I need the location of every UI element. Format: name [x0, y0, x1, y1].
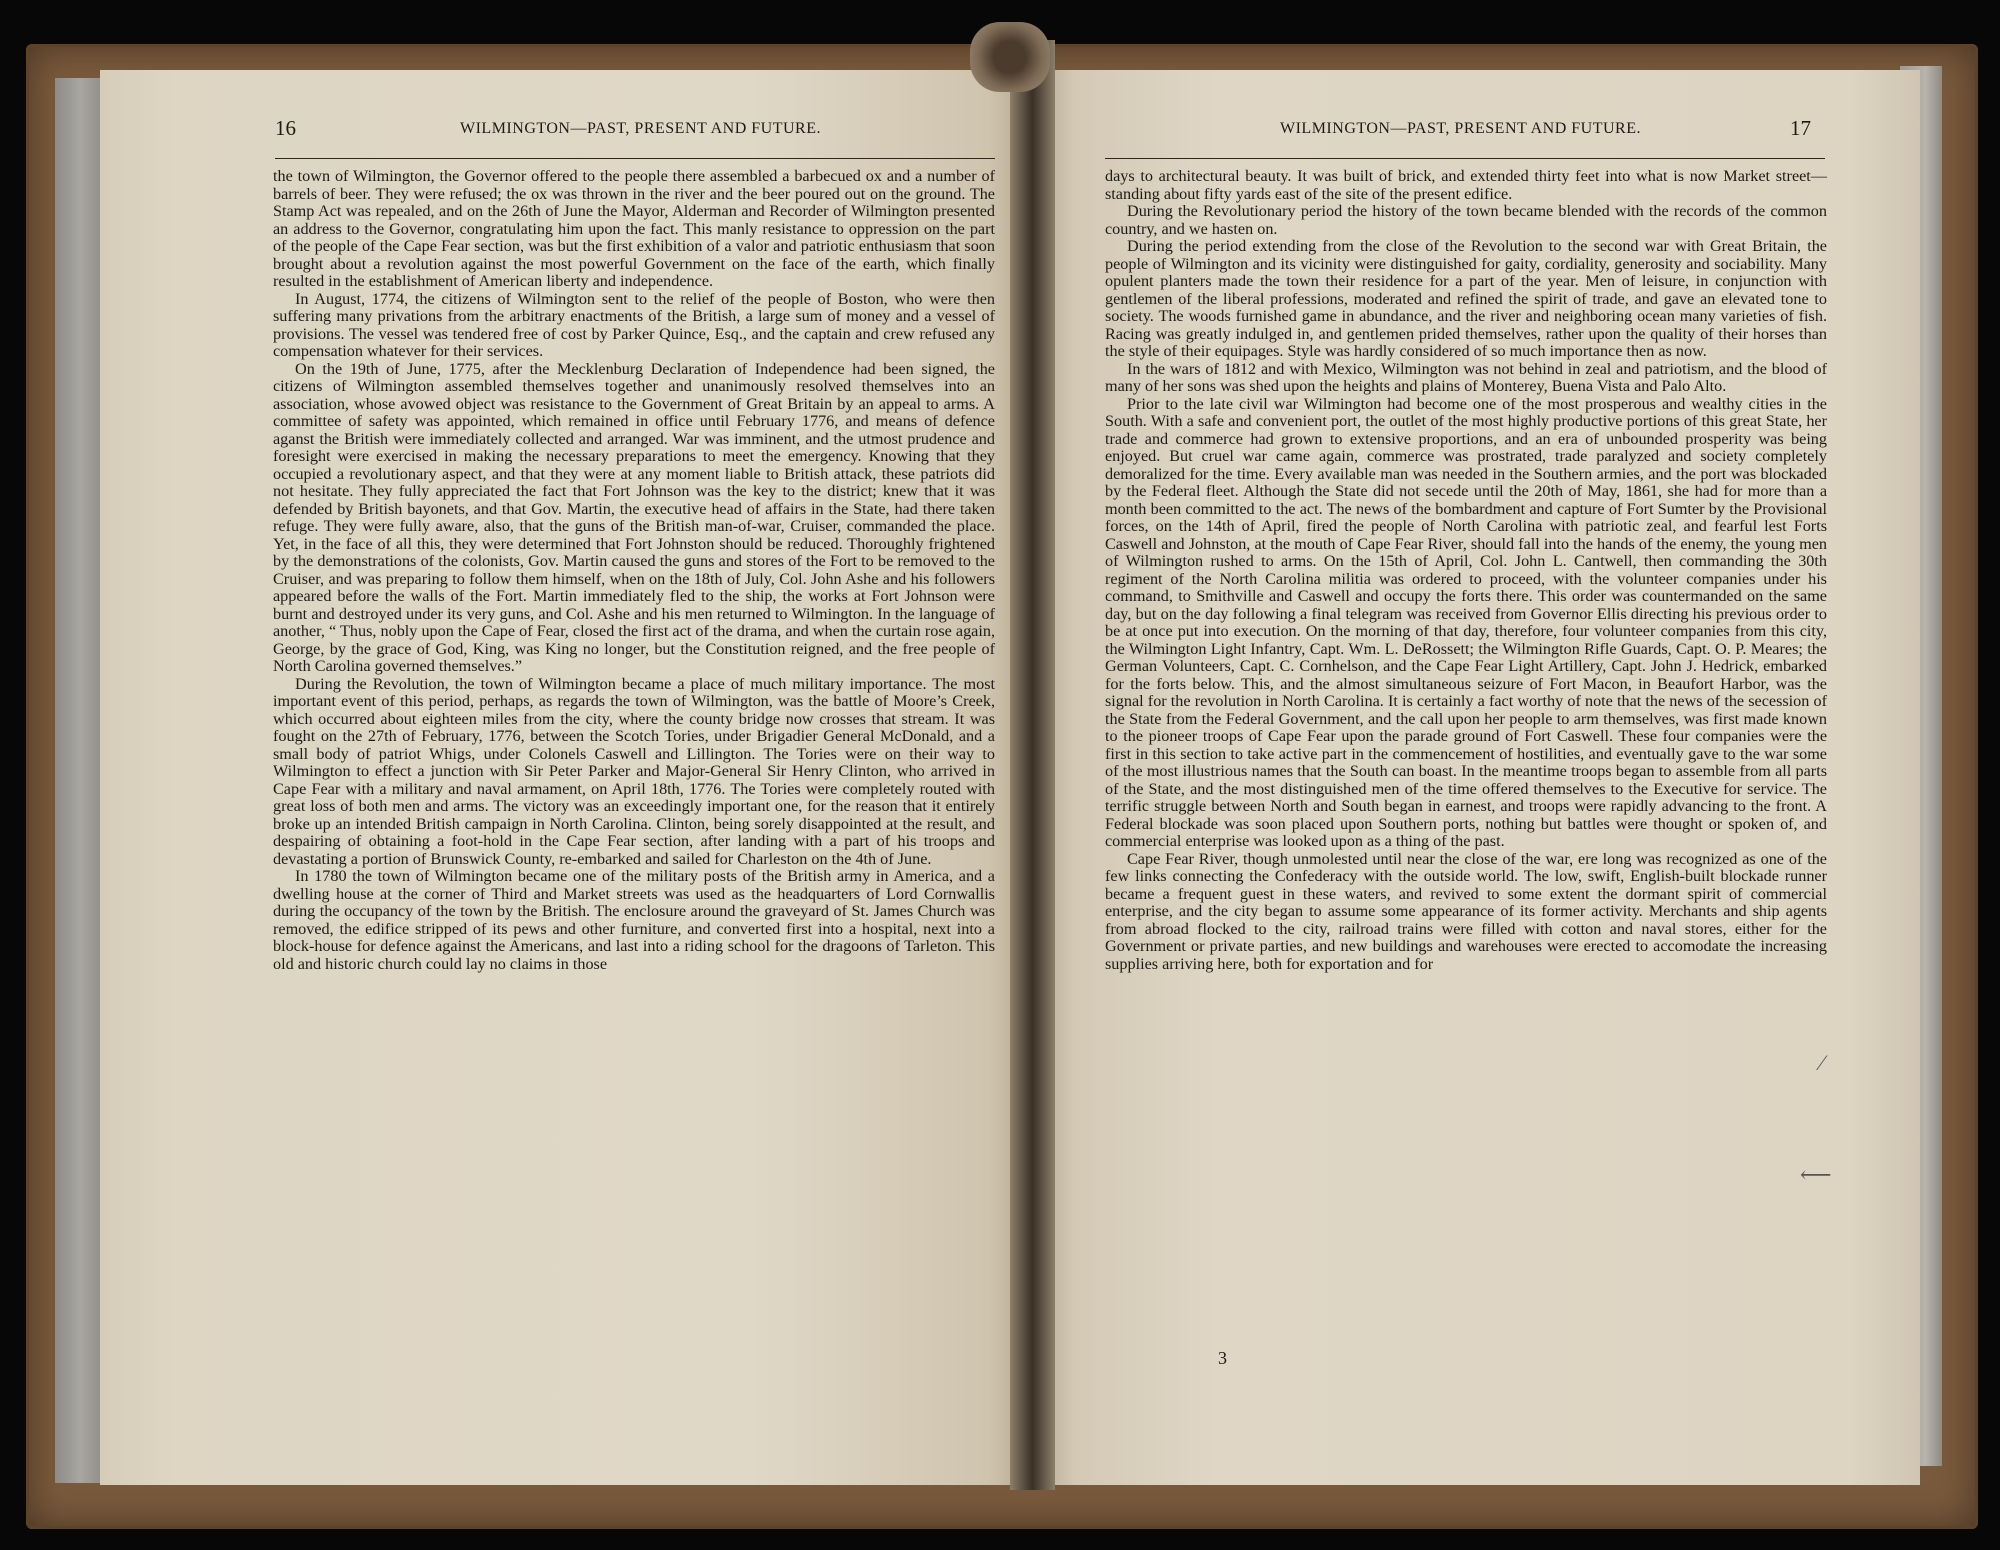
signature-mark: 3: [1218, 1348, 1227, 1368]
right-paragraph: Cape Fear River, though unmolested until near the close of the war, ere long was recognized as one of the few links connecting the Confederacy with the outside world. The low, swift, English-built blockade runner became a frequent guest in these waters, and revived to some extent the dormant spirit of commercial enterprise, and the city began to assume some appearance of its former activity. Merchants and ship agents from abroad flocked to the city, railroad trains were filled with cotton and naval stores, either for the Government or private parties, and new buildings and warehouses were erected to accomodate the increasing supplies arriving here, both for exportation and for: [1105, 849, 1827, 973]
left-running-head: WILMINGTON—PAST, PRESENT AND FUTURE.: [460, 120, 821, 137]
left-paragraph: In 1780 the town of Wilmington became one of the military posts of the British army in America, and a dwelling house at the corner of Third and Market streets was used as the headquarters of Lord Cornwallis during the occupancy of the town by the British. The enclosure around the graveyard of St. James Church was removed, the edifice stripped of its pews and other furniture, and converted first into a hospital, next into a block-house for defence against the Americans, and last into a riding school for the dragoons of Tarleton. This old and historic church could lay no claims in those: [273, 867, 995, 973]
left-body-text: [273, 168, 995, 973]
left-header-rule: [275, 158, 995, 159]
pencil-mark-icon: ⁄: [1820, 1050, 1824, 1075]
right-paragraph: Prior to the late civil war Wilmington had become one of the most prosperous and wealthy cities in the South. With a safe and convenient port, the outlet of the most highly productive portions of this great State, her trade and commerce had grown to extensive proportions, and an era of unbounded prosperity was being enjoyed. But cruel war came again, commerce was prostrated, trade paralyzed and society completely demoralized for the time. Every available man was needed in the Southern armies, and the port was blockaded by the Federal fleet. Although the State did not secede until the 20th of May, 1861, she had for more than a month been committed to the act. The news of the bombardment and capture of Fort Sumter by the Provisional forces, on the 14th of April, fired the people of North Carolina with patriotic zeal, and fearful lest Forts Caswell and Johnston, at the mouth of Cape Fear River, should fall into the hands of the enemy, the young men of Wilmington rushed to arms. On the 15th of April, Col. John L. Cantwell, then commanding the 30th regiment of the North Carolina militia was ordered to proceed, with the volunteer companies under his command, to Smithville and Caswell and occupy the forts there. This order was countermanded on the same day, but on the day following a final telegram was received from Governor Ellis directing his previous order to be at once put into execution. On the morning of that day, therefore, four volunteer companies from this city, the Wilmington Light Infantry, Capt. Wm. L. DeRossett; the Wilmington Rifle Guards, Capt. O. P. Meares; the German Volunteers, Capt. C. Cornhelson, and the Cape Fear Light Artillery, Capt. John J. Hedrick, embarked for the forts below. This, and the almost simultaneous seizure of Fort Macon, in Beaufort Harbor, was the signal for the revolution in North Carolina. It is certainly a fact worthy of note that the news of the secession of the State from the Federal Government, and the call upon her people to arm themselves, was first made known to the pioneer troops of Cape Fear upon the parade ground of Fort Caswell. These four companies were the first in this section to take active part in the commencement of hostilities, and eventually gave to the war some of the most illustrious names that the South can boast. In the meantime troops began to assemble from all parts of the State, and the most distinguished men of the time offered themselves to the Executive for service. The terrific struggle between North and South began in earnest, and troops were rapidly advancing to the front. A Federal blockade was soon placed upon Southern ports, nothing but battles were thought or spoken of, and commercial enterprise was looked upon as a thing of the past.: [1105, 394, 1827, 850]
right-header-rule: [1105, 158, 1825, 159]
right-paragraph: days to architectural beauty. It was built of brick, and extended thirty feet into what is now Market street—standing about fifty yards east of the site of the present edifice.: [1105, 167, 1827, 203]
book-gutter: [1010, 40, 1055, 1490]
left-paragraph: On the 19th of June, 1775, after the Mecklenburg Declaration of Independence had been signed, the citizens of Wilmington assembled themselves together and unanimously resolved themselves into an association, whose avowed object was resistance to the Government of Great Britain by an appeal to arms. A committee of safety was appointed, which remained in office until February 1776, and means of defence aganst the British were immediately collected and arranged. War was imminent, and the utmost prudence and foresight were exercised in making the necessary preparations to meet the emergency. Knowing that they occupied a revolutionary aspect, and that they were at any moment liable to British attack, these patriots did not hesitate. They fully appreciated the fact that Fort Johnson was the key to the district; knew that it was defended by British bayonets, and that Gov. Martin, the executive head of affairs in the State, had there taken refuge. They were fully aware, also, that the guns of the British man-of-war, Cruiser, commanded the place. Yet, in the face of all this, they were determined that Fort Johnston should be reduced. Thoroughly frightened by the demonstrations of the colonists, Gov. Martin caused the guns and stores of the Fort to be removed to the Cruiser, and was preparing to follow them himself, when on the 18th of July, Col. John Ashe and his followers appeared before the walls of the Fort. Martin immediately fled to the ship, the works at Fort Johnson were burnt and destroyed under its very guns, and Col. Ashe and his men returned to Wilmington. In the language of another, “ Thus, nobly upon the Cape of Fear, closed the first act of the drama, and when the curtain rose again, George, by the grace of God, King, was King no longer, but the Constitution reigned, and the free people of North Carolina governed themselves.”: [273, 359, 995, 675]
right-paragraph: During the period extending from the close of the Revolution to the second war with Great Britain, the people of Wilmington and its vicinity were distinguished for gaity, cordiality, generosity and sociability. Many opulent planters made the town their residence for a part of the year. Men of leisure, in conjunction with gentlemen of the liberal professions, moderated and refined the spirit of trade, and gave an elevated tone to society. The woods furnished game in abundance, and the river and neighboring ocean many varieties of fish. Racing was greatly indulged in, and gentlemen prided themselves, rather upon the quality of their horses than the style of their equipages. Style was hardly considered of so much importance then as now.: [1105, 237, 1827, 360]
binding-thread: [970, 22, 1050, 92]
left-paragraph: the town of Wilmington, the Governor offered to the people there assembled a barbecued ox and a number of barrels of beer. They were refused; the ox was thrown in the river and the beer poured out on the ground. The Stamp Act was repealed, and on the 26th of June the Mayor, Alderman and Recorder of Wilmington presented an address to the Governor, congratulating him upon the fact. This manly resistance to oppression on the part of the people of the Cape Fear section, was but the first exhibition of a valor and patriotic enthusiasm that soon brought about a revolution against the most powerful Government on the face of the earth, which finally resulted in the establishment of American liberty and independence.: [273, 167, 995, 290]
left-page-number: 16: [275, 116, 296, 140]
right-body-text: [1105, 168, 1827, 973]
right-paragraph: In the wars of 1812 and with Mexico, Wilmington was not behind in zeal and patriotism, and the blood of many of her sons was shed upon the heights and plains of Monterey, Buena Vista and Palo Alto.: [1105, 359, 1827, 395]
left-paragraph: During the Revolution, the town of Wilmington became a place of much military importance. The most important event of this period, perhaps, as regards the town of Wilmington, was the battle of Moore’s Creek, which occurred about eighteen miles from the city, where the county bridge now crosses that stream. It was fought on the 27th of February, 1776, between the Scotch Tories, under Brigadier General McDonald, and a small body of patriot Whigs, under Colonels Caswell and Lillington. The Tories were on their way to Wilmington to effect a junction with Sir Peter Parker and Major-General Sir Henry Clinton, who arrived in Cape Fear with a military and naval armament, on April 18th, 1776. The Tories were completely routed with great loss of both men and arms. The victory was an exceedingly important one, for the reason that it entirely broke up an intended British campaign in North Carolina. Clinton, being sorely disappointed at the result, and despairing of obtaining a foot-hold in the Cape Fear section, after landing with a part of his troops and devastating a portion of Brunswick County, re-embarked and sailed for Charleston on the 4th of June.: [273, 674, 995, 868]
right-page-number: 17: [1790, 116, 1811, 140]
page-block-edge-left: [55, 78, 105, 1483]
right-running-head: WILMINGTON—PAST, PRESENT AND FUTURE.: [1280, 120, 1641, 137]
right-paragraph: During the Revolutionary period the history of the town became blended with the records of the common country, and we hasten on.: [1105, 202, 1827, 238]
pencil-arrow-icon: ⟵: [1800, 1162, 1832, 1187]
left-paragraph: In August, 1774, the citizens of Wilmington sent to the relief of the people of Boston, who were then suffering many privations from the arbitrary enactments of the British, a large sum of money and a vessel of provisions. The vessel was tendered free of cost by Parker Quince, Esq., and the captain and crew refused any compensation whatever for their services.: [273, 289, 995, 360]
